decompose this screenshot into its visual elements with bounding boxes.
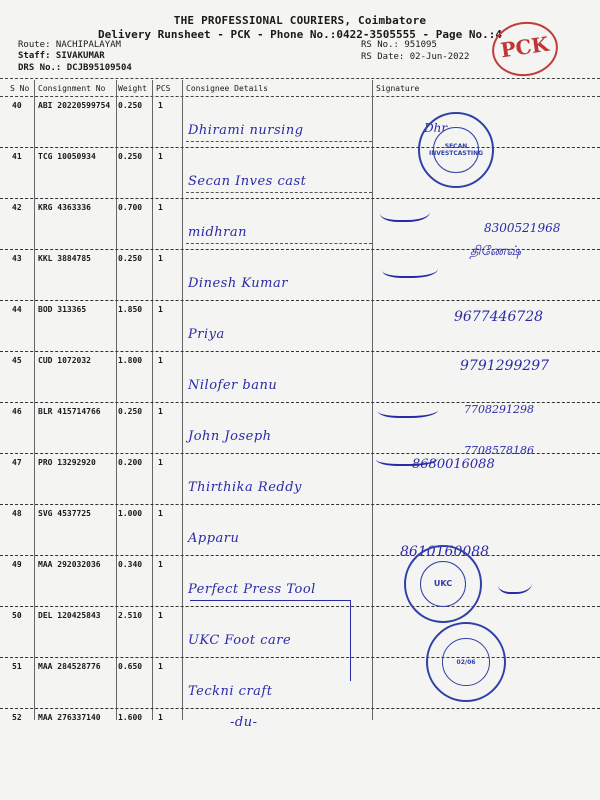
- col-pcs: PCS: [156, 84, 171, 93]
- row-consignment: PRO 13292920: [38, 458, 96, 467]
- row-consignee-handwriting: Dhirami nursing: [188, 123, 304, 138]
- row-sno: 51: [12, 662, 22, 671]
- row-consignee-handwriting: Thirthika Reddy: [188, 480, 302, 495]
- ukc-company-stamp: [404, 545, 482, 623]
- technicraft-company-stamp: [426, 622, 506, 702]
- row-consignment: MAA 284528776: [38, 662, 101, 671]
- row-signature: 9791299297: [460, 358, 550, 374]
- row-consignment: BLR 415714766: [38, 407, 101, 416]
- row-consignment: KRG 4363336: [38, 203, 91, 212]
- row-signature: 8680016088: [412, 457, 495, 472]
- row-consignment: CUD 1072032: [38, 356, 91, 365]
- row-consignment: MAA 292032036: [38, 560, 101, 569]
- row-consignment: KKL 3884785: [38, 254, 91, 263]
- row-sno: 41: [12, 152, 22, 161]
- row-weight: 1.600: [118, 713, 143, 722]
- signature-scribble: [378, 400, 438, 418]
- row-pcs: 1: [158, 356, 163, 365]
- row-pcs: 1: [158, 203, 163, 212]
- row-weight: 0.700: [118, 203, 143, 212]
- row-signature: 7708578186: [464, 444, 534, 457]
- row-consignee-handwriting: Teckni craft: [188, 684, 273, 699]
- signature-scribble: [498, 570, 532, 594]
- signature-scribble: [376, 448, 438, 466]
- row-pcs: 1: [158, 713, 163, 722]
- col-signature: Signature: [376, 84, 420, 93]
- row-consignment: SVG 4537725: [38, 509, 91, 518]
- row-signature: 8300521968: [484, 221, 561, 235]
- col-consignee: Consignee Details: [186, 84, 268, 93]
- table-row: [0, 709, 600, 760]
- row-sno: 42: [12, 203, 22, 212]
- row-signature: திணேஷ்: [470, 244, 521, 259]
- table-row: [0, 244, 600, 301]
- row-signature: 8610160088: [400, 544, 490, 560]
- row-consignee-handwriting: -du-: [230, 715, 258, 730]
- row-weight: 1.000: [118, 509, 143, 518]
- col-consignment: Consignment No: [38, 84, 106, 93]
- row-signature: Dhr: [424, 121, 448, 135]
- rs-date: RS Date: 02-Jun-2022: [361, 52, 470, 62]
- row-weight: 0.250: [118, 101, 143, 110]
- row-consignee-handwriting: Secan Inves cast: [188, 174, 307, 189]
- row-weight: 0.250: [118, 152, 143, 161]
- row-weight: 0.340: [118, 560, 143, 569]
- row-weight: 0.250: [118, 407, 143, 416]
- row-consignee-handwriting: midhran: [188, 225, 248, 240]
- row-pcs: 1: [158, 560, 163, 569]
- row-signature: 7708291298: [464, 403, 534, 416]
- row-pcs: 1: [158, 611, 163, 620]
- row-pcs: 1: [158, 305, 163, 314]
- consignee-line: [186, 141, 372, 142]
- company-title: THE PROFESSIONAL COURIERS, Coimbatore: [173, 14, 427, 27]
- row-sno: 45: [12, 356, 22, 365]
- row-consignee-handwriting: Dinesh Kumar: [188, 276, 288, 291]
- table-row: [0, 352, 600, 403]
- row-consignee-handwriting: Perfect Press Tool: [188, 582, 316, 597]
- rs-number: RS No.: 951095: [361, 40, 437, 50]
- row-sno: 46: [12, 407, 22, 416]
- row-weight: 2.510: [118, 611, 143, 620]
- row-pcs: 1: [158, 509, 163, 518]
- col-weight: Weight: [118, 84, 147, 93]
- row-consignee-handwriting: UKC Foot care: [188, 633, 292, 648]
- row-consignment: BOD 313365: [38, 305, 87, 314]
- row-consignee-handwriting: Apparu: [188, 531, 240, 546]
- consignee-line: [186, 243, 372, 244]
- row-pcs: 1: [158, 407, 163, 416]
- ukc-stamp-text: UKC: [420, 561, 466, 607]
- signature-scribble: [382, 258, 438, 278]
- row-consignment: DEL 120425843: [38, 611, 101, 620]
- row-pcs: 1: [158, 152, 163, 161]
- technicraft-stamp-date: 02/06: [456, 658, 476, 666]
- col-sno: S No: [10, 84, 30, 93]
- row-sno: 47: [12, 458, 22, 467]
- row-consignment: TCG 10050934: [38, 152, 96, 161]
- table-row: [0, 301, 600, 352]
- row-pcs: 1: [158, 458, 163, 467]
- handwritten-bracket: [190, 600, 351, 681]
- consignee-line: [186, 192, 372, 193]
- row-weight: 1.850: [118, 305, 143, 314]
- header-top-rule: [0, 78, 600, 79]
- row-sno: 44: [12, 305, 22, 314]
- row-sno: 48: [12, 509, 22, 518]
- row-pcs: 1: [158, 662, 163, 671]
- route-label: Route: NACHIPALAYAM: [18, 40, 121, 50]
- row-weight: 1.800: [118, 356, 143, 365]
- pck-stamp: PCK: [489, 18, 562, 81]
- drs-number: DRS No.: DCJB95109504: [18, 63, 132, 73]
- row-sno: 40: [12, 101, 22, 110]
- secan-company-stamp: [418, 112, 494, 188]
- row-pcs: 1: [158, 101, 163, 110]
- technicraft-stamp-inner: [442, 638, 490, 686]
- row-weight: 0.200: [118, 458, 143, 467]
- table-row: [0, 444, 600, 505]
- row-signature: 9677446728: [454, 309, 544, 325]
- row-consignment: MAA 276337140: [38, 713, 101, 722]
- row-weight: 0.250: [118, 254, 143, 263]
- staff-label: Staff: SIVAKUMAR: [18, 51, 105, 61]
- row-weight: 0.650: [118, 662, 143, 671]
- row-sno: 49: [12, 560, 22, 569]
- row-sno: 43: [12, 254, 22, 263]
- row-consignee-handwriting: Priya: [188, 327, 225, 342]
- row-consignee-handwriting: John Joseph: [188, 429, 272, 444]
- row-sno: 50: [12, 611, 22, 620]
- signature-scribble: [380, 200, 430, 222]
- secan-stamp-text: SECAN INVESTCASTING: [433, 127, 478, 172]
- row-sno: 52: [12, 713, 22, 722]
- row-consignee-handwriting: Nilofer banu: [188, 378, 278, 393]
- row-pcs: 1: [158, 254, 163, 263]
- row-consignment: ABI 20220599754: [38, 101, 111, 110]
- runsheet-subtitle: Delivery Runsheet - PCK - Phone No.:0422-3505555 - Page No.:4: [98, 28, 502, 41]
